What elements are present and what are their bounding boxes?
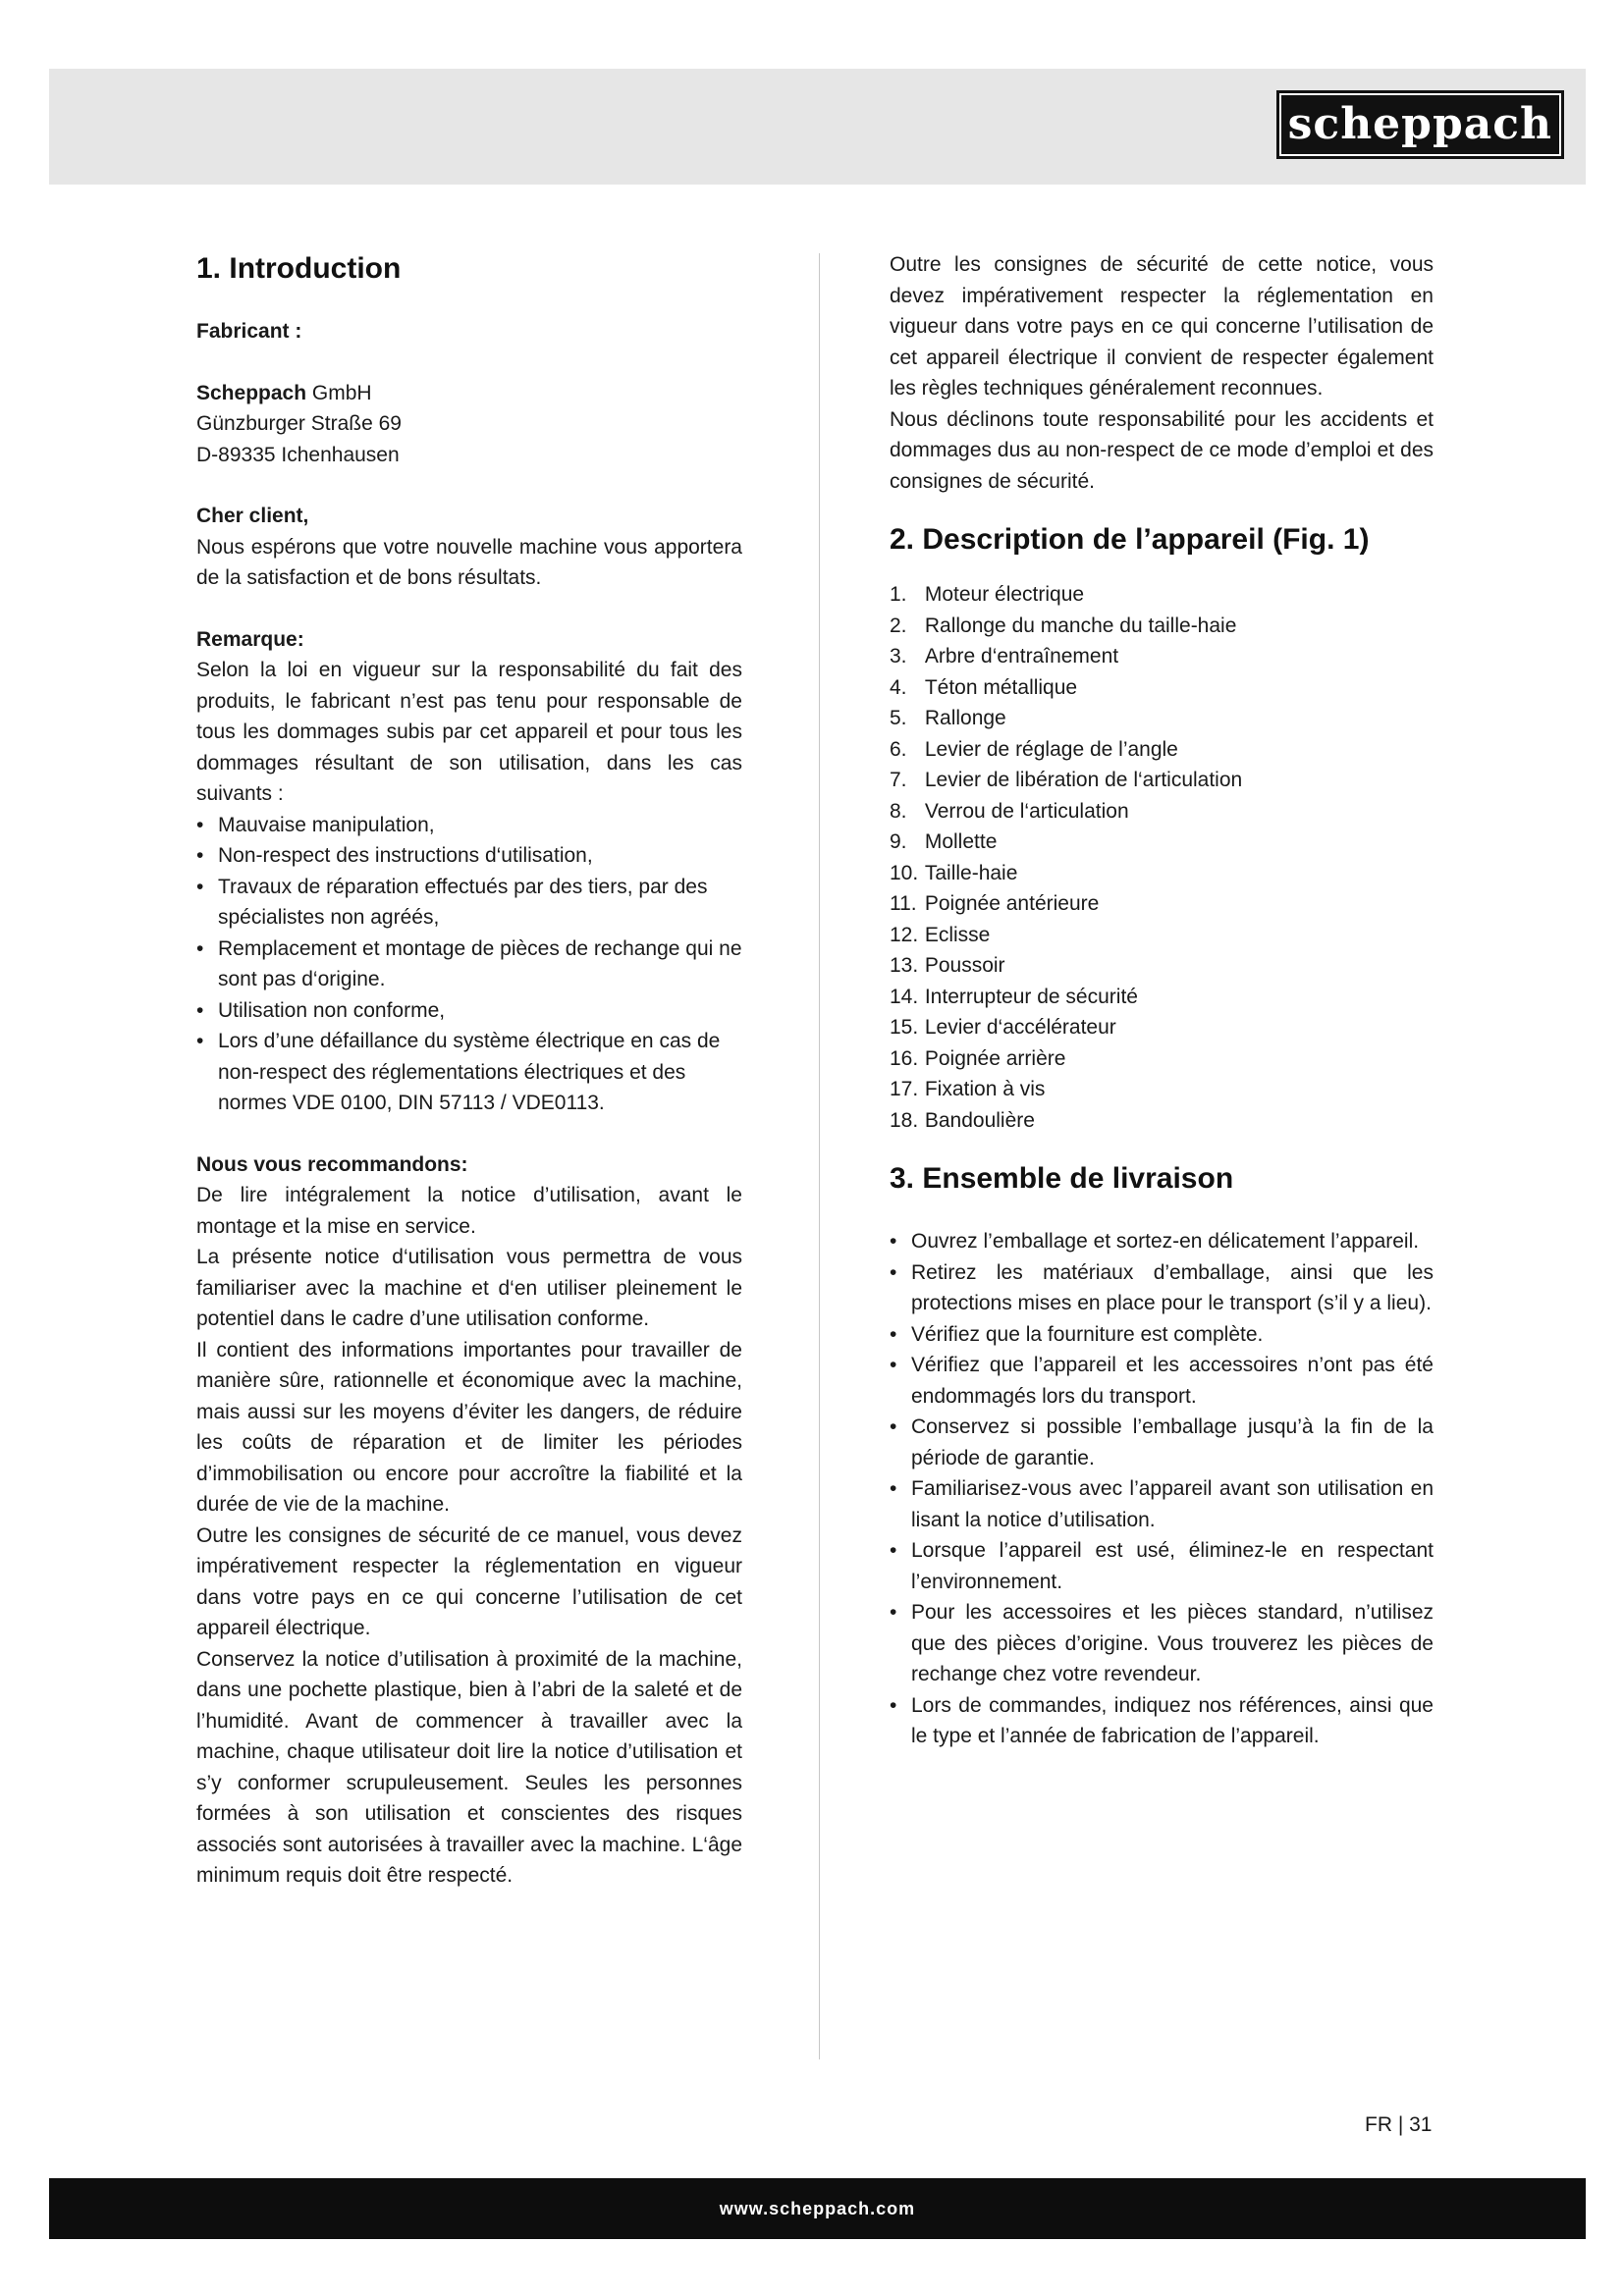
recommend-paragraph: Conservez la notice d’utilisation à proximité de la machine, dans une pochette plastique, bien à l’abri de la saleté et de l’humidité. Avant de commencer à travailler avec la machine, chaque utilisateur doit lire la notice d’utilisation et s’y conformer scrupuleusement. Seules les personnes formées à son utilisation et conscientes des risques associés sont autorisées à travailler avec la machine. L‘âge minimum requis doit être respecté. <box>196 1647 742 1887</box>
footer-bar <box>49 2178 1586 2239</box>
right-column <box>890 249 1434 1752</box>
list-item: 18. Bandoulière <box>890 1108 1035 1132</box>
list-item: 17. Fixation à vis <box>890 1078 1046 1100</box>
left-column <box>196 249 742 1892</box>
company-name-rest: GmbH <box>306 381 372 404</box>
recommend-paragraph: De lire intégralement la notice d’utilisation, avant le montage et la mise en service. <box>196 1184 742 1238</box>
manufacturer-label: Fabricant : <box>196 320 302 343</box>
list-item: • Pour les accessoires et les pièces standard, n’utilisez que des pièces d’origine. Vous trouverez les pièces de rechange chez votre revendeur. <box>890 1597 1434 1690</box>
section-1-title: 1. Introduction <box>196 252 402 285</box>
list-item: 3. Arbre d‘entraînement <box>890 645 1119 667</box>
list-item: 15. Levier d‘accélérateur <box>890 1016 1116 1039</box>
list-item: 7. Levier de libération de l‘articulation <box>890 769 1243 791</box>
list-item: 8. Verrou de l‘articulation <box>890 799 1129 823</box>
list-item: 6. Levier de réglage de l’angle <box>890 737 1178 761</box>
list-item: 5. Rallonge <box>890 707 1006 729</box>
address-city: D-89335 Ichenhausen <box>196 443 400 466</box>
website-link[interactable]: www.scheppach.com <box>719 2199 916 2218</box>
dear-customer-text: Nous espérons que votre nouvelle machine vous apportera de la satisfaction et de bons résultats. <box>196 535 742 589</box>
list-item: • Retirez les matériaux d’emballage, ainsi que les protections mises en place pour le transport (s’il y a lieu). <box>890 1257 1434 1319</box>
parts-list <box>890 579 1434 1136</box>
page-number: FR | 31 <box>1365 2113 1433 2136</box>
intro-paragraph: Nous déclinons toute responsabilité pour les accidents et dommages dus au non-respect de ce mode d’emploi et des consignes de sécurité. <box>890 407 1434 493</box>
list-item: • Mauvaise manipulation, <box>196 810 742 841</box>
recommend-title: Nous vous recommandons: <box>196 1152 468 1176</box>
column-divider <box>819 253 820 2059</box>
list-item: • Conservez si possible l’emballage jusqu’à la fin de la période de garantie. <box>890 1412 1434 1473</box>
recommend-paragraph: La présente notice d‘utilisation vous permettra de vous familiariser avec la machine et d‘en utiliser pleinement le potentiel dans le cadre d’une utilisation conforme. <box>196 1246 742 1330</box>
list-item: • Lors de commandes, indiquez nos références, ainsi que le type et l’année de fabrication de l’appareil. <box>890 1690 1434 1752</box>
address-street: Günzburger Straße 69 <box>196 412 402 435</box>
list-item: • Vérifiez que la fourniture est complète. <box>890 1319 1434 1351</box>
list-item: • Vérifiez que l’appareil et les accessoires n’ont pas été endommagés lors du transport. <box>890 1350 1434 1412</box>
list-item: • Remplacement et montage de pièces de rechange qui ne sont pas d‘origine. <box>196 934 742 995</box>
list-item: 10. Taille-haie <box>890 861 1018 884</box>
company-name <box>196 378 742 409</box>
recommend-paragraph: Outre les consignes de sécurité de ce manuel, vous devez impérativement respecter la réglementation en vigueur dans votre pays en ce qui concerne l’utilisation de cet appareil électrique. <box>196 1523 742 1639</box>
recommend-paragraph: Il contient des informations importantes pour travailler de manière sûre, rationnelle et économique avec la machine, mais aussi sur les moyens d’éviter les dangers, de réduire les coûts de réparation et de limiter les périodes d’immobilisation ou encore pour accroître la fiabilité et la durée de vie de la machine. <box>196 1338 742 1516</box>
list-item: 16. Poignée arrière <box>890 1046 1066 1070</box>
header-bar <box>49 69 1586 185</box>
list-item: • Utilisation non conforme, <box>196 995 742 1027</box>
intro-paragraph: Outre les consignes de sécurité de cette notice, vous devez impérativement respecter la réglementation en vigueur dans votre pays en ce qui concerne l’utilisation de cet appareil électrique il convient de respecter également les règles techniques généralement reconnues. <box>890 253 1434 400</box>
dear-customer-title: Cher client, <box>196 505 309 527</box>
remark-text: Selon la loi en vigueur sur la responsabilité du fait des produits, le fabricant n’est pas tenu pour responsable de tous les dommages subis par cet appareil et pour tous les dommages résultant de son utilisation, dans les cas suivants : <box>196 659 742 805</box>
brand-logo: scheppach <box>1276 90 1564 159</box>
delivery-list <box>890 1226 1434 1752</box>
company-name-bold: Scheppach <box>196 381 307 404</box>
list-item: • Ouvrez l’emballage et sortez-en délicatement l’appareil. <box>890 1226 1434 1257</box>
list-item: 12. Eclisse <box>890 923 991 946</box>
list-item: • Travaux de réparation effectués par des tiers, par des spécialistes non agréés, <box>196 872 742 934</box>
list-item: • Lorsque l’appareil est usé, éliminez-le en respectant l’environnement. <box>890 1535 1434 1597</box>
section-3-title: 3. Ensemble de livraison <box>890 1162 1234 1195</box>
list-item: 14. Interrupteur de sécurité <box>890 985 1138 1008</box>
list-item: 1. Moteur électrique <box>890 583 1085 606</box>
list-item: 9. Mollette <box>890 830 998 853</box>
list-item: • Familiarisez-vous avec l’appareil avant son utilisation en lisant la notice d’utilisation. <box>890 1473 1434 1535</box>
remark-title: Remarque: <box>196 627 304 651</box>
list-item: 13. Poussoir <box>890 954 1005 977</box>
list-item: • Lors d’une défaillance du système électrique en cas de non-respect des réglementations électriques et des normes VDE 0100, DIN 57113 / VDE0113. <box>196 1026 742 1119</box>
list-item: 2. Rallonge du manche du taille-haie <box>890 614 1237 637</box>
list-item: 11. Poignée antérieure <box>890 892 1100 915</box>
remark-list <box>196 810 742 1119</box>
list-item: • Non-respect des instructions d‘utilisation, <box>196 840 742 872</box>
list-item: 4. Téton métallique <box>890 675 1078 699</box>
section-2-title: 2. Description de l’appareil (Fig. 1) <box>890 523 1370 556</box>
